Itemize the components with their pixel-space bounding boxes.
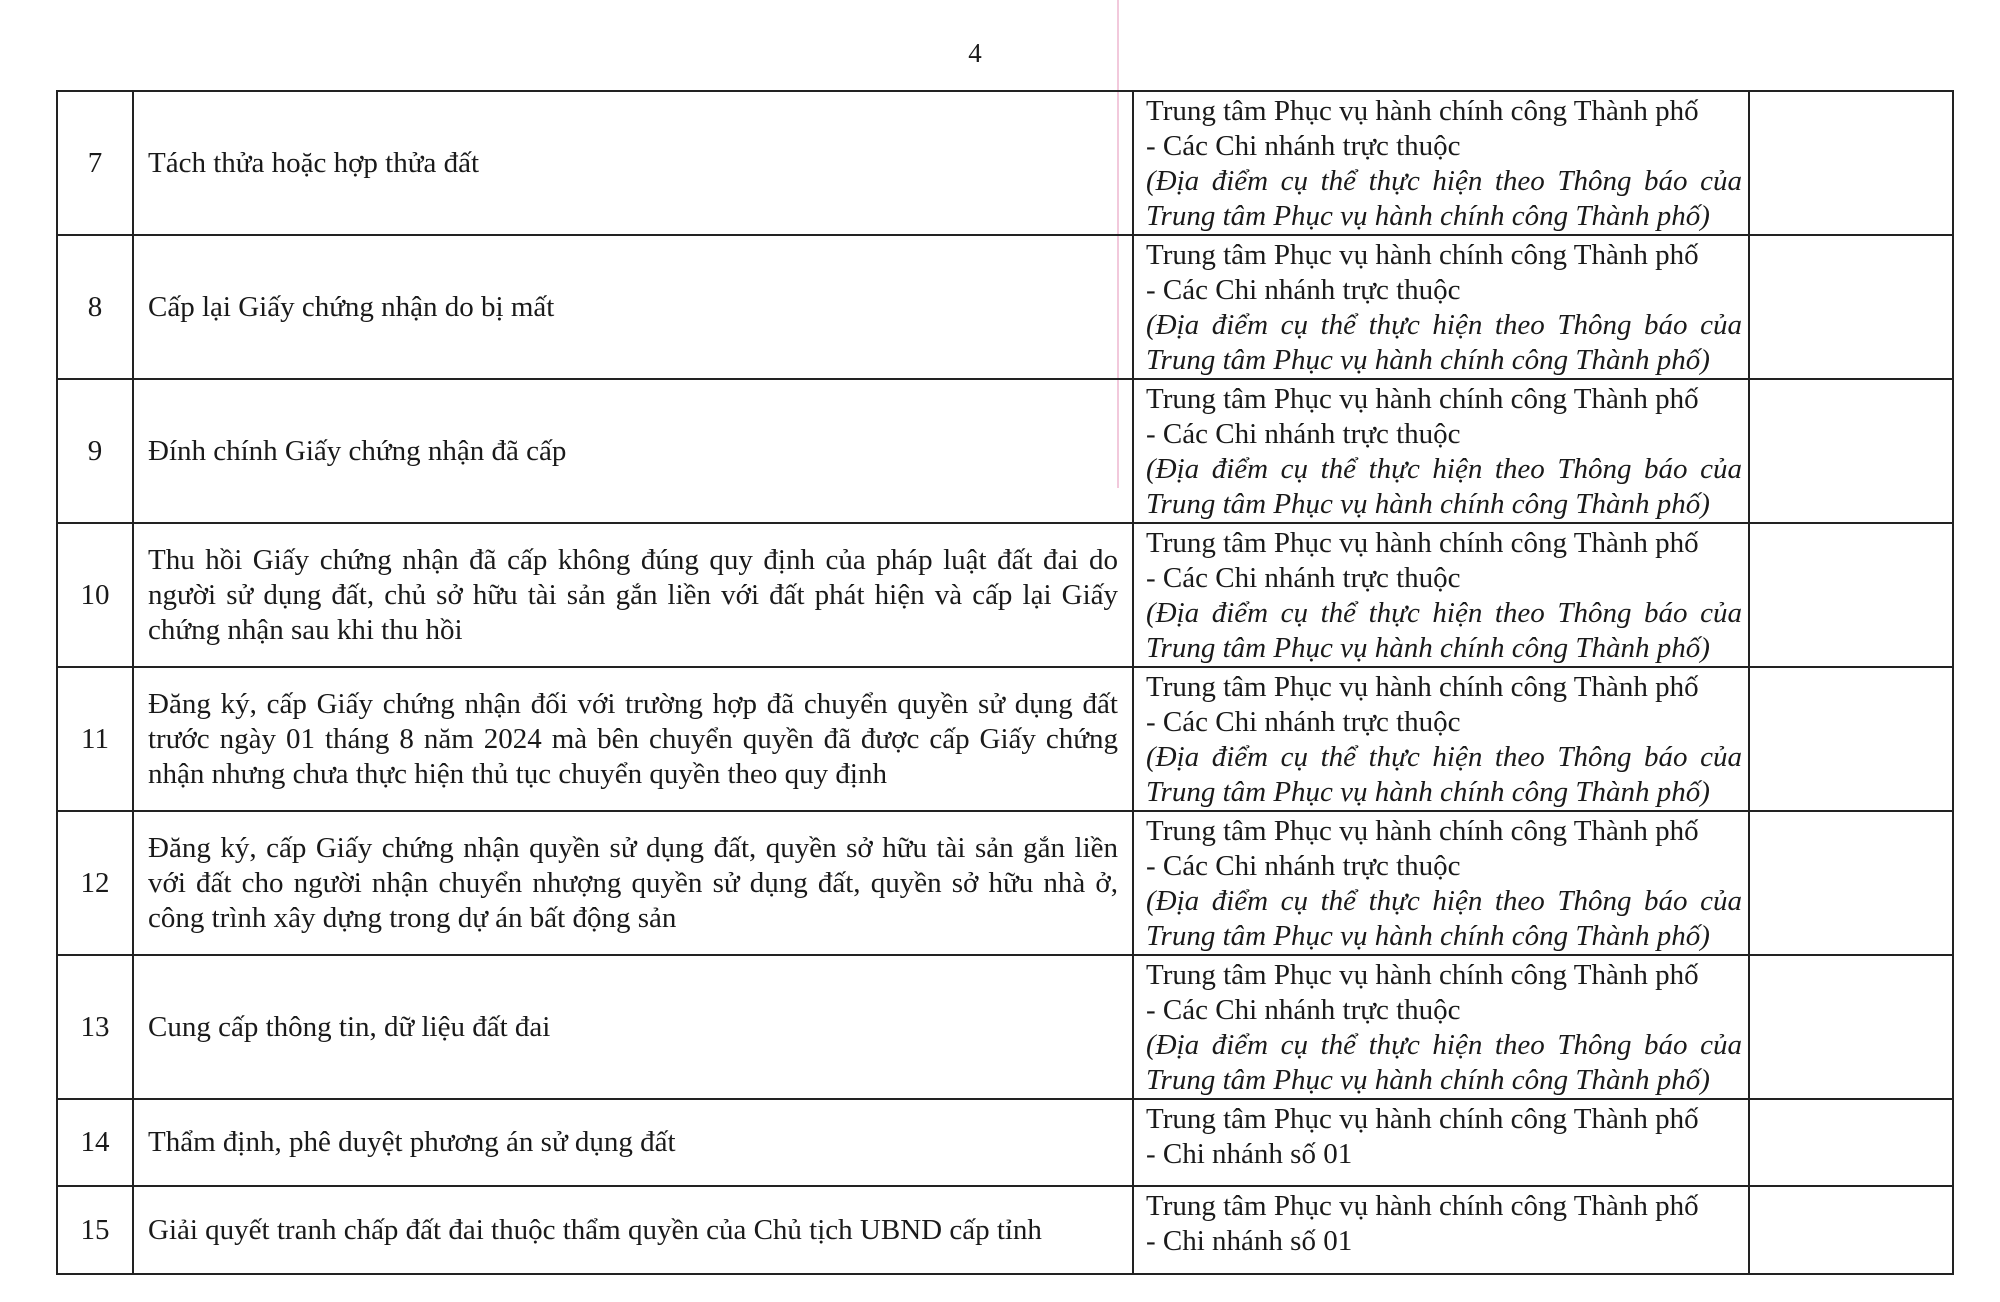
table-row: [57, 523, 1953, 667]
place-branch: - Các Chi nhánh trực thuộc: [1146, 706, 1461, 738]
place-cell: [1133, 667, 1749, 811]
procedure-name: Thẩm định, phê duyệt phương án sử dụng đất: [133, 1099, 1133, 1186]
note-cell: [1749, 523, 1953, 667]
place-cell: [1133, 811, 1749, 955]
row-index: 11: [57, 667, 133, 811]
place-note: (Địa điểm cụ thể thực hiện theo Thông báo của Trung tâm Phục vụ hành chính công Thành phố): [1146, 309, 1742, 376]
place-line: Trung tâm Phục vụ hành chính công Thành phố: [1146, 95, 1699, 127]
procedure-name: Thu hồi Giấy chứng nhận đã cấp không đúng quy định của pháp luật đất đai do người sử dụng đất, chủ sở hữu tài sản gắn liền với đất phát hiện và cấp lại Giấy chứng nhận sau khi thu hồi: [133, 523, 1133, 667]
note-cell: [1749, 91, 1953, 235]
place-line: Trung tâm Phục vụ hành chính công Thành phố: [1146, 239, 1699, 271]
place-line: Trung tâm Phục vụ hành chính công Thành phố: [1146, 671, 1699, 703]
table-row: [57, 1186, 1953, 1274]
note-cell: [1749, 955, 1953, 1099]
procedure-name: Cấp lại Giấy chứng nhận do bị mất: [133, 235, 1133, 379]
place-line: Trung tâm Phục vụ hành chính công Thành phố: [1146, 1103, 1699, 1135]
place-branch: - Các Chi nhánh trực thuộc: [1146, 418, 1461, 450]
table-row: [57, 235, 1953, 379]
place-branch: - Các Chi nhánh trực thuộc: [1146, 850, 1461, 882]
procedure-name: Cung cấp thông tin, dữ liệu đất đai: [133, 955, 1133, 1099]
place-branch: - Các Chi nhánh trực thuộc: [1146, 130, 1461, 162]
place-line: Trung tâm Phục vụ hành chính công Thành phố: [1146, 1190, 1699, 1222]
table-row: [57, 667, 1953, 811]
place-note: (Địa điểm cụ thể thực hiện theo Thông báo của Trung tâm Phục vụ hành chính công Thành phố): [1146, 885, 1742, 952]
place-line: Trung tâm Phục vụ hành chính công Thành phố: [1146, 527, 1699, 559]
place-branch: - Các Chi nhánh trực thuộc: [1146, 994, 1461, 1026]
place-cell: [1133, 955, 1749, 1099]
place-cell: [1133, 379, 1749, 523]
note-cell: [1749, 1099, 1953, 1186]
place-cell: [1133, 235, 1749, 379]
row-index: 12: [57, 811, 133, 955]
place-note: (Địa điểm cụ thể thực hiện theo Thông báo của Trung tâm Phục vụ hành chính công Thành phố): [1146, 741, 1742, 808]
table-row: [57, 811, 1953, 955]
place-note: (Địa điểm cụ thể thực hiện theo Thông báo của Trung tâm Phục vụ hành chính công Thành phố): [1146, 597, 1742, 664]
row-index: 15: [57, 1186, 133, 1274]
row-index: 13: [57, 955, 133, 1099]
place-cell: [1133, 91, 1749, 235]
table-row: [57, 955, 1953, 1099]
row-index: 10: [57, 523, 133, 667]
table-row: [57, 91, 1953, 235]
page-number: 4: [968, 38, 982, 68]
place-note: (Địa điểm cụ thể thực hiện theo Thông báo của Trung tâm Phục vụ hành chính công Thành phố): [1146, 1029, 1742, 1096]
procedure-name: Đăng ký, cấp Giấy chứng nhận đối với trường hợp đã chuyển quyền sử dụng đất trước ngày 01 tháng 8 năm 2024 mà bên chuyển quyền đã được cấp Giấy chứng nhận nhưng chưa thực hiện thủ tục chuyển quyền theo quy định: [133, 667, 1133, 811]
note-cell: [1749, 1186, 1953, 1274]
row-index: 9: [57, 379, 133, 523]
place-line: Trung tâm Phục vụ hành chính công Thành phố: [1146, 383, 1699, 415]
table-row: [57, 379, 1953, 523]
table-row: [57, 1099, 1953, 1186]
procedure-name: Đính chính Giấy chứng nhận đã cấp: [133, 379, 1133, 523]
procedure-name: Đăng ký, cấp Giấy chứng nhận quyền sử dụng đất, quyền sở hữu tài sản gắn liền với đất cho người nhận chuyển nhượng quyền sử dụng đất, quyền sở hữu nhà ở, công trình xây dựng trong dự án bất động sản: [133, 811, 1133, 955]
place-line: Trung tâm Phục vụ hành chính công Thành phố: [1146, 815, 1699, 847]
place-branch: - Các Chi nhánh trực thuộc: [1146, 562, 1461, 594]
note-cell: [1749, 379, 1953, 523]
note-cell: [1749, 235, 1953, 379]
place-cell: [1133, 523, 1749, 667]
row-index: 7: [57, 91, 133, 235]
procedure-name: Tách thửa hoặc hợp thửa đất: [133, 91, 1133, 235]
place-branch: - Các Chi nhánh trực thuộc: [1146, 274, 1461, 306]
place-line: Trung tâm Phục vụ hành chính công Thành phố: [1146, 959, 1699, 991]
place-branch: - Chi nhánh số 01: [1146, 1225, 1353, 1257]
note-cell: [1749, 811, 1953, 955]
place-note: (Địa điểm cụ thể thực hiện theo Thông báo của Trung tâm Phục vụ hành chính công Thành phố): [1146, 453, 1742, 520]
place-note: (Địa điểm cụ thể thực hiện theo Thông báo của Trung tâm Phục vụ hành chính công Thành phố): [1146, 165, 1742, 232]
place-cell: [1133, 1099, 1749, 1186]
procedures-table: [56, 90, 1954, 1275]
row-index: 14: [57, 1099, 133, 1186]
place-branch: - Chi nhánh số 01: [1146, 1138, 1353, 1170]
note-cell: [1749, 667, 1953, 811]
place-cell: [1133, 1186, 1749, 1274]
row-index: 8: [57, 235, 133, 379]
procedure-name: Giải quyết tranh chấp đất đai thuộc thẩm quyền của Chủ tịch UBND cấp tỉnh: [133, 1186, 1133, 1274]
